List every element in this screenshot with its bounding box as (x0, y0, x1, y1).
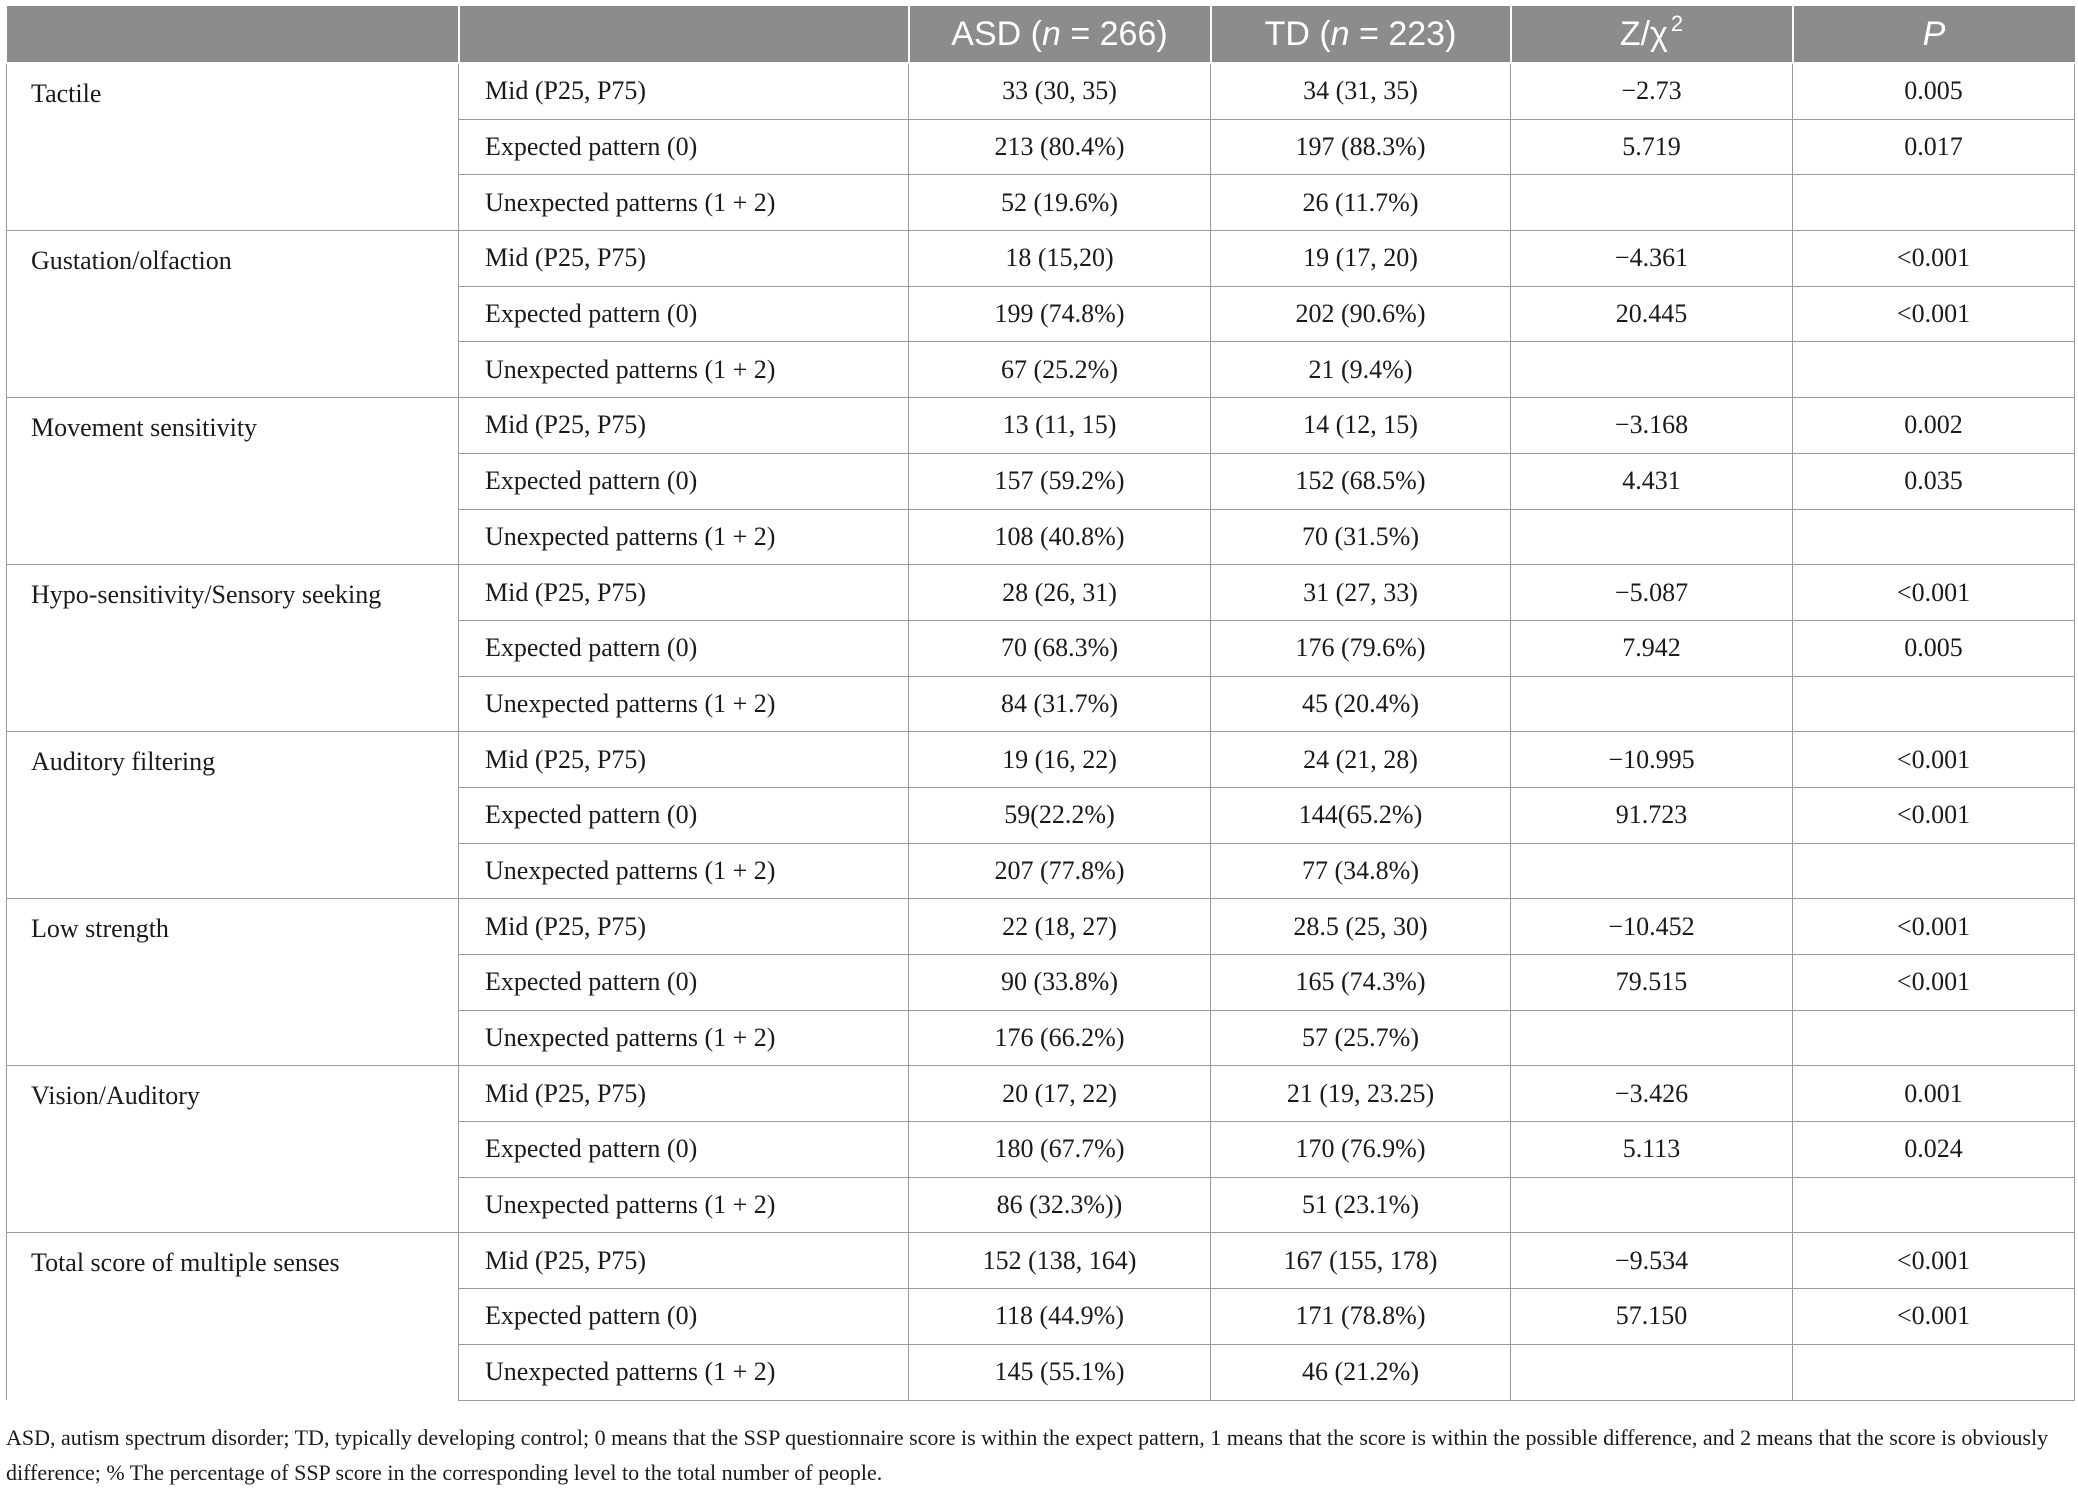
header-asd (909, 6, 1211, 63)
measure-cell: Mid (P25, P75) (459, 732, 909, 788)
measure-cell: Unexpected patterns (1 + 2) (459, 175, 909, 231)
header-td (1211, 6, 1511, 63)
p-cell: <0.001 (1793, 955, 2075, 1011)
group-label: Hypo-sensitivity/Sensory seeking (7, 565, 459, 732)
stat-cell: 7.942 (1511, 620, 1793, 676)
p-cell: <0.001 (1793, 231, 2075, 287)
td-cell: 70 (31.5%) (1211, 509, 1511, 565)
p-cell (1793, 843, 2075, 899)
p-cell: <0.001 (1793, 565, 2075, 621)
measure-cell: Mid (P25, P75) (459, 1066, 909, 1122)
asd-cell: 207 (77.8%) (909, 843, 1211, 899)
table-footnote: ASD, autism spectrum disorder; TD, typically developing control; 0 means that the SSP questionnaire score is within the expect pattern, 1 means that the score is within the possible difference, and 2 means that the score is obviously difference; % The percentage of SSP score in the corresponding level to the total number of people. (6, 1425, 2049, 1485)
stat-cell (1511, 509, 1793, 565)
p-cell: <0.001 (1793, 1233, 2075, 1289)
header-asd-n: n (1041, 14, 1061, 53)
td-cell: 26 (11.7%) (1211, 175, 1511, 231)
stat-cell: 79.515 (1511, 955, 1793, 1011)
stat-cell: −2.73 (1511, 63, 1793, 119)
asd-cell: 70 (68.3%) (909, 620, 1211, 676)
table-row (7, 899, 2075, 955)
p-cell: 0.024 (1793, 1122, 2075, 1178)
stat-cell (1511, 1010, 1793, 1066)
asd-cell: 86 (32.3%)) (909, 1177, 1211, 1233)
measure-cell: Expected pattern (0) (459, 620, 909, 676)
p-cell: 0.017 (1793, 119, 2075, 175)
stat-cell (1511, 1177, 1793, 1233)
measure-cell: Expected pattern (0) (459, 453, 909, 509)
stat-cell (1511, 342, 1793, 398)
stat-cell: 20.445 (1511, 286, 1793, 342)
td-cell: 77 (34.8%) (1211, 843, 1511, 899)
asd-cell: 52 (19.6%) (909, 175, 1211, 231)
p-cell: <0.001 (1793, 286, 2075, 342)
p-cell: 0.002 (1793, 398, 2075, 454)
td-cell: 14 (12, 15) (1211, 398, 1511, 454)
asd-cell: 176 (66.2%) (909, 1010, 1211, 1066)
asd-cell: 199 (74.8%) (909, 286, 1211, 342)
td-cell: 51 (23.1%) (1211, 1177, 1511, 1233)
asd-cell: 180 (67.7%) (909, 1122, 1211, 1178)
asd-cell: 33 (30, 35) (909, 63, 1211, 119)
td-cell: 57 (25.7%) (1211, 1010, 1511, 1066)
td-cell: 45 (20.4%) (1211, 676, 1511, 732)
stat-cell: −5.087 (1511, 565, 1793, 621)
p-cell (1793, 342, 2075, 398)
table-body (7, 63, 2075, 1400)
p-cell: <0.001 (1793, 787, 2075, 843)
td-cell: 170 (76.9%) (1211, 1122, 1511, 1178)
stat-cell: −9.534 (1511, 1233, 1793, 1289)
p-cell (1793, 1010, 2075, 1066)
header-stat-base: Z/χ (1619, 14, 1668, 53)
group-label: Low strength (7, 899, 459, 1066)
p-cell: 0.035 (1793, 453, 2075, 509)
td-cell: 21 (19, 23.25) (1211, 1066, 1511, 1122)
header-td-suffix: = 223) (1349, 14, 1457, 53)
p-cell: 0.005 (1793, 63, 2075, 119)
asd-cell: 22 (18, 27) (909, 899, 1211, 955)
p-cell: <0.001 (1793, 732, 2075, 788)
p-cell (1793, 509, 2075, 565)
td-cell: 46 (21.2%) (1211, 1344, 1511, 1400)
td-cell: 21 (9.4%) (1211, 342, 1511, 398)
stat-cell: 91.723 (1511, 787, 1793, 843)
header-p-label: P (1922, 14, 1946, 53)
group-label: Auditory filtering (7, 732, 459, 899)
td-cell: 202 (90.6%) (1211, 286, 1511, 342)
stat-cell (1511, 1344, 1793, 1400)
td-cell: 31 (27, 33) (1211, 565, 1511, 621)
td-cell: 34 (31, 35) (1211, 63, 1511, 119)
measure-cell: Expected pattern (0) (459, 119, 909, 175)
stat-cell: −10.452 (1511, 899, 1793, 955)
header-stat-sup: 2 (1670, 10, 1684, 36)
header-td-n: n (1330, 14, 1350, 53)
asd-cell: 108 (40.8%) (909, 509, 1211, 565)
measure-cell: Mid (P25, P75) (459, 1233, 909, 1289)
td-cell: 171 (78.8%) (1211, 1289, 1511, 1345)
measure-cell: Mid (P25, P75) (459, 231, 909, 287)
p-cell (1793, 175, 2075, 231)
header-asd-prefix: ASD ( (951, 14, 1042, 53)
stat-cell: 5.719 (1511, 119, 1793, 175)
measure-cell: Unexpected patterns (1 + 2) (459, 1344, 909, 1400)
stat-cell: −10.995 (1511, 732, 1793, 788)
measure-cell: Unexpected patterns (1 + 2) (459, 1177, 909, 1233)
td-cell: 144(65.2%) (1211, 787, 1511, 843)
measure-cell: Expected pattern (0) (459, 1122, 909, 1178)
group-label: Movement sensitivity (7, 398, 459, 565)
td-cell: 197 (88.3%) (1211, 119, 1511, 175)
p-cell: 0.001 (1793, 1066, 2075, 1122)
td-cell: 167 (155, 178) (1211, 1233, 1511, 1289)
measure-cell: Unexpected patterns (1 + 2) (459, 843, 909, 899)
measure-cell: Unexpected patterns (1 + 2) (459, 342, 909, 398)
measure-cell: Mid (P25, P75) (459, 565, 909, 621)
results-table-container (6, 6, 2074, 1401)
asd-cell: 20 (17, 22) (909, 1066, 1211, 1122)
measure-cell: Unexpected patterns (1 + 2) (459, 509, 909, 565)
measure-cell: Unexpected patterns (1 + 2) (459, 1010, 909, 1066)
measure-cell: Unexpected patterns (1 + 2) (459, 676, 909, 732)
header-asd-suffix: = 266) (1060, 14, 1168, 53)
group-label: Gustation/olfaction (7, 231, 459, 398)
measure-cell: Mid (P25, P75) (459, 398, 909, 454)
measure-cell: Expected pattern (0) (459, 1289, 909, 1345)
asd-cell: 145 (55.1%) (909, 1344, 1211, 1400)
measure-cell: Mid (P25, P75) (459, 899, 909, 955)
measure-cell: Expected pattern (0) (459, 787, 909, 843)
td-cell: 176 (79.6%) (1211, 620, 1511, 676)
stat-cell (1511, 843, 1793, 899)
td-cell: 24 (21, 28) (1211, 732, 1511, 788)
td-cell: 165 (74.3%) (1211, 955, 1511, 1011)
p-cell (1793, 676, 2075, 732)
header-row (7, 6, 2075, 63)
p-cell: <0.001 (1793, 1289, 2075, 1345)
group-label: Total score of multiple senses (7, 1233, 459, 1400)
table-row (7, 231, 2075, 287)
group-label: Vision/Auditory (7, 1066, 459, 1233)
asd-cell: 18 (15,20) (909, 231, 1211, 287)
asd-cell: 67 (25.2%) (909, 342, 1211, 398)
header-td-prefix: TD ( (1264, 14, 1331, 53)
stat-cell: 5.113 (1511, 1122, 1793, 1178)
td-cell: 152 (68.5%) (1211, 453, 1511, 509)
td-cell: 28.5 (25, 30) (1211, 899, 1511, 955)
stat-cell (1511, 175, 1793, 231)
asd-cell: 157 (59.2%) (909, 453, 1211, 509)
asd-cell: 28 (26, 31) (909, 565, 1211, 621)
header-measure (459, 6, 909, 63)
asd-cell: 19 (16, 22) (909, 732, 1211, 788)
table-row (7, 1066, 2075, 1122)
header-p (1793, 6, 2075, 63)
asd-cell: 84 (31.7%) (909, 676, 1211, 732)
stat-cell: 4.431 (1511, 453, 1793, 509)
p-cell: 0.005 (1793, 620, 2075, 676)
asd-cell: 118 (44.9%) (909, 1289, 1211, 1345)
stat-cell: 57.150 (1511, 1289, 1793, 1345)
stat-cell: −3.426 (1511, 1066, 1793, 1122)
asd-cell: 90 (33.8%) (909, 955, 1211, 1011)
measure-cell: Expected pattern (0) (459, 286, 909, 342)
table-row (7, 565, 2075, 621)
measure-cell: Expected pattern (0) (459, 955, 909, 1011)
p-cell (1793, 1344, 2075, 1400)
group-label: Tactile (7, 63, 459, 231)
asd-cell: 13 (11, 15) (909, 398, 1211, 454)
asd-cell: 213 (80.4%) (909, 119, 1211, 175)
stat-cell (1511, 676, 1793, 732)
stat-cell: −3.168 (1511, 398, 1793, 454)
header-group (7, 6, 459, 63)
table-row (7, 63, 2075, 119)
header-stat (1511, 6, 1793, 63)
table-row (7, 732, 2075, 788)
asd-cell: 59(22.2%) (909, 787, 1211, 843)
table-row (7, 1233, 2075, 1289)
stat-cell: −4.361 (1511, 231, 1793, 287)
results-table (6, 6, 2075, 1401)
measure-cell: Mid (P25, P75) (459, 63, 909, 119)
asd-cell: 152 (138, 164) (909, 1233, 1211, 1289)
p-cell (1793, 1177, 2075, 1233)
td-cell: 19 (17, 20) (1211, 231, 1511, 287)
table-row (7, 398, 2075, 454)
p-cell: <0.001 (1793, 899, 2075, 955)
